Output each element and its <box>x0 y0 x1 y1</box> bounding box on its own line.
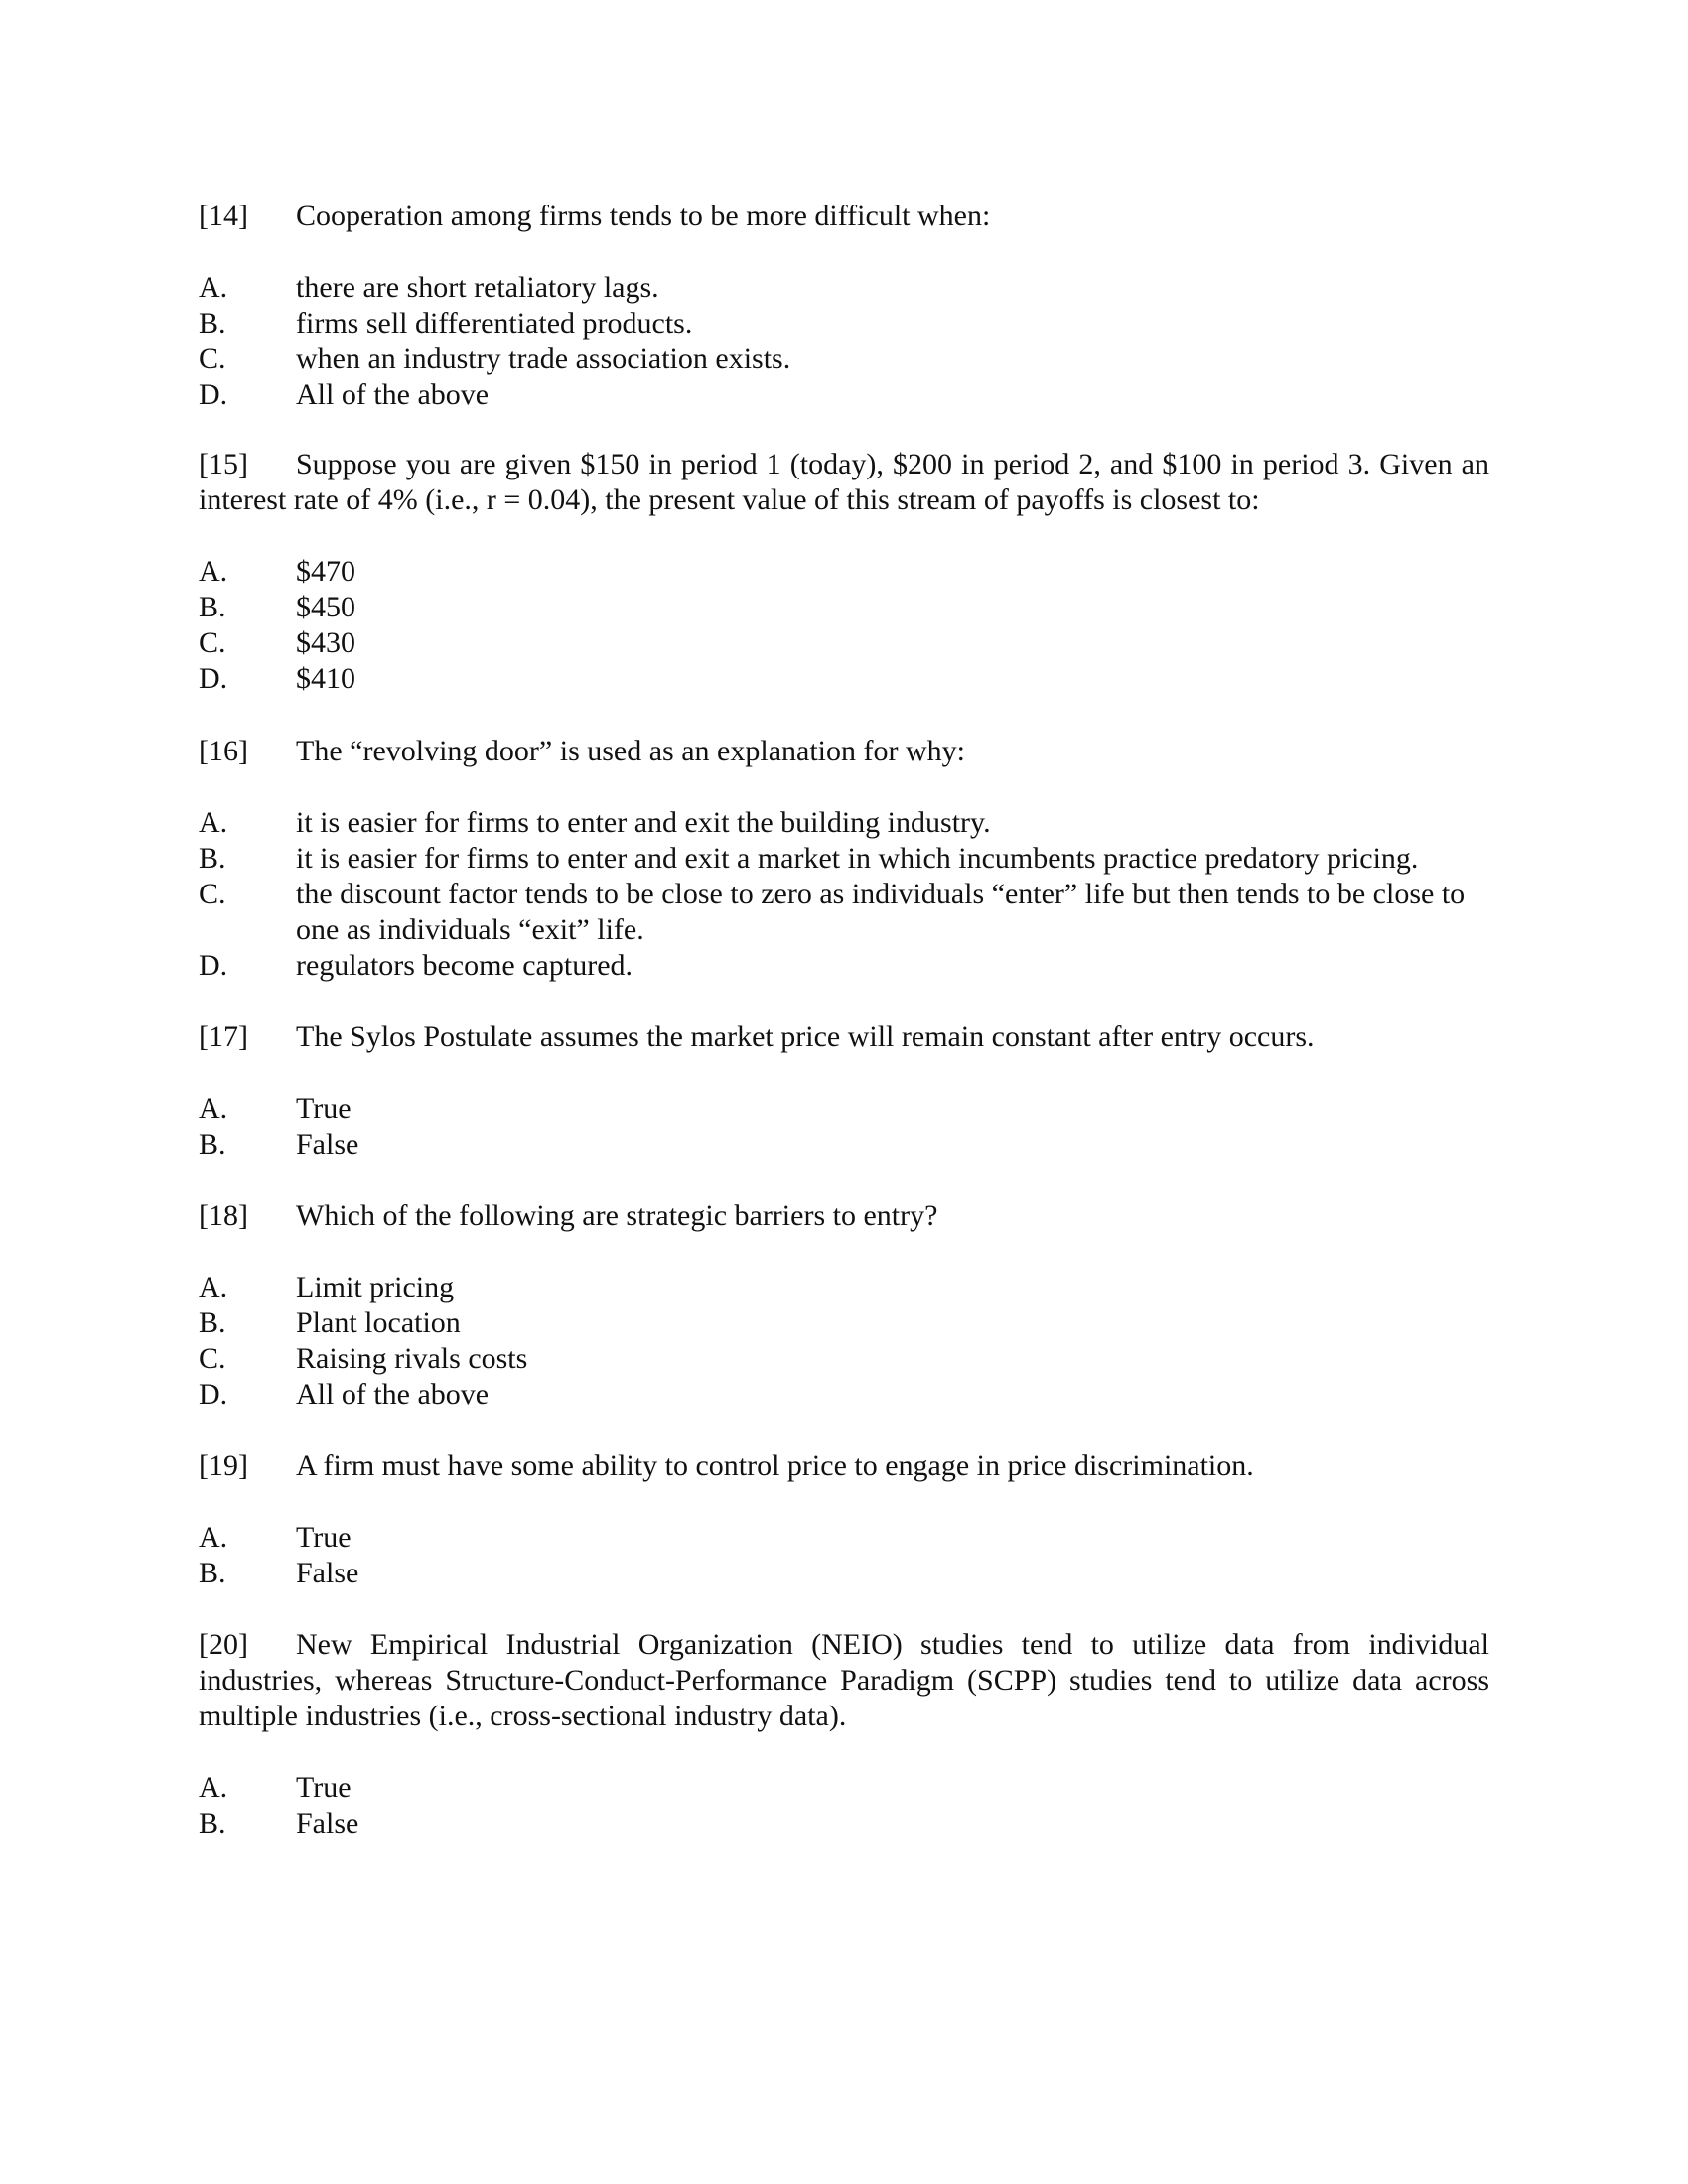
question-number: [16] <box>199 735 248 767</box>
answer-option-c <box>199 341 1489 377</box>
option-text: the discount factor tends to be close to zero as individuals “enter” life but then tends to be close to one as individuals “exit” life. <box>296 878 1466 946</box>
option-letter: A. <box>199 1092 228 1125</box>
option-letter: B. <box>199 842 226 875</box>
option-letter: A. <box>199 271 228 304</box>
question-text: Cooperation among firms tends to be more difficult when: <box>296 200 991 232</box>
option-letter: C. <box>199 878 226 910</box>
option-text: True <box>296 1771 352 1804</box>
answer-options <box>199 270 1489 413</box>
answer-options <box>199 1091 1489 1162</box>
answer-option-a <box>199 805 1489 841</box>
answer-option-b <box>199 590 1489 625</box>
answer-option-a <box>199 1091 1489 1127</box>
answer-option-c <box>199 625 1489 661</box>
question-18 <box>199 1198 1489 1413</box>
question-20 <box>199 1627 1489 1842</box>
option-letter: D. <box>199 662 228 695</box>
option-letter: C. <box>199 1342 226 1375</box>
option-text: regulators become captured. <box>296 949 633 982</box>
answer-option-d <box>199 661 1489 697</box>
answer-option-a <box>199 1520 1489 1556</box>
option-text: $470 <box>296 555 355 588</box>
option-text: it is easier for firms to enter and exit a market in which incumbents practice predatory pricing. <box>296 842 1419 875</box>
question-text: Which of the following are strategic barriers to entry? <box>296 1199 938 1232</box>
option-letter: B. <box>199 307 226 340</box>
question-16 <box>199 734 1489 984</box>
answer-option-a <box>199 1270 1489 1305</box>
option-letter: D. <box>199 1378 228 1411</box>
option-text: when an industry trade association exists. <box>296 342 791 375</box>
option-letter: C. <box>199 342 226 375</box>
question-number: [15] <box>199 448 248 480</box>
question-14 <box>199 199 1489 413</box>
exam-page <box>199 0 1489 2184</box>
answer-option-a <box>199 270 1489 306</box>
option-letter: B. <box>199 1306 226 1339</box>
answer-option-a <box>199 554 1489 590</box>
option-letter: A. <box>199 1271 228 1303</box>
question-text: The Sylos Postulate assumes the market price will remain constant after entry occurs. <box>296 1021 1315 1053</box>
answer-option-b <box>199 306 1489 341</box>
answer-option-b <box>199 1127 1489 1162</box>
answer-option-d <box>199 377 1489 413</box>
answer-option-d <box>199 1377 1489 1413</box>
question-text: A firm must have some ability to control price to engage in price discrimination. <box>296 1449 1254 1482</box>
option-letter: B. <box>199 1128 226 1160</box>
question-number: [14] <box>199 200 248 232</box>
option-text: True <box>296 1521 352 1554</box>
option-text: Plant location <box>296 1306 461 1339</box>
question-17 <box>199 1020 1489 1162</box>
option-letter: D. <box>199 378 228 411</box>
option-letter: A. <box>199 1771 228 1804</box>
answer-options <box>199 805 1489 984</box>
answer-option-b <box>199 1556 1489 1591</box>
answer-option-a <box>199 1770 1489 1806</box>
answer-options <box>199 1770 1489 1842</box>
question-text: The “revolving door” is used as an explanation for why: <box>296 735 965 767</box>
answer-options <box>199 1270 1489 1413</box>
question-text: New Empirical Industrial Organization (NEIO) studies tend to utilize data from individual industries, whereas Structure-Conduct-Performance Paradigm (SCPP) studies tend to utilize data across multiple industries (i.e., cross-sectional industry data). <box>199 1628 1489 1732</box>
option-letter: B. <box>199 1557 226 1589</box>
option-text: False <box>296 1557 359 1589</box>
answer-option-b <box>199 841 1489 877</box>
option-text: $410 <box>296 662 355 695</box>
question-19 <box>199 1448 1489 1591</box>
answer-option-b <box>199 1806 1489 1842</box>
option-letter: D. <box>199 949 228 982</box>
answer-option-c <box>199 1341 1489 1377</box>
answer-option-c <box>199 877 1489 948</box>
option-letter: A. <box>199 806 228 839</box>
option-text: False <box>296 1128 359 1160</box>
question-number: [20] <box>199 1628 248 1661</box>
option-letter: A. <box>199 555 228 588</box>
question-number: [18] <box>199 1199 248 1232</box>
option-text: it is easier for firms to enter and exit the building industry. <box>296 806 991 839</box>
option-letter: B. <box>199 1807 226 1840</box>
question-number: [17] <box>199 1021 248 1053</box>
option-text: there are short retaliatory lags. <box>296 271 659 304</box>
option-letter: A. <box>199 1521 228 1554</box>
option-text: $430 <box>296 626 355 659</box>
question-text: Suppose you are given $150 in period 1 (today), $200 in period 2, and $100 in period 3. Given an interest rate of 4% (i.e., r = 0.04), the present value of this stream of payoffs is closest to: <box>199 448 1489 516</box>
option-letter: C. <box>199 626 226 659</box>
option-text: False <box>296 1807 359 1840</box>
answer-option-d <box>199 948 1489 984</box>
option-text: True <box>296 1092 352 1125</box>
option-text: firms sell differentiated products. <box>296 307 693 340</box>
answer-options <box>199 1520 1489 1591</box>
question-15 <box>199 447 1489 697</box>
answer-options <box>199 554 1489 697</box>
option-text: $450 <box>296 591 355 623</box>
option-text: Raising rivals costs <box>296 1342 528 1375</box>
question-number: [19] <box>199 1449 248 1482</box>
answer-option-b <box>199 1305 1489 1341</box>
option-letter: B. <box>199 591 226 623</box>
option-text: All of the above <box>296 378 490 411</box>
option-text: All of the above <box>296 1378 490 1411</box>
option-text: Limit pricing <box>296 1271 455 1303</box>
